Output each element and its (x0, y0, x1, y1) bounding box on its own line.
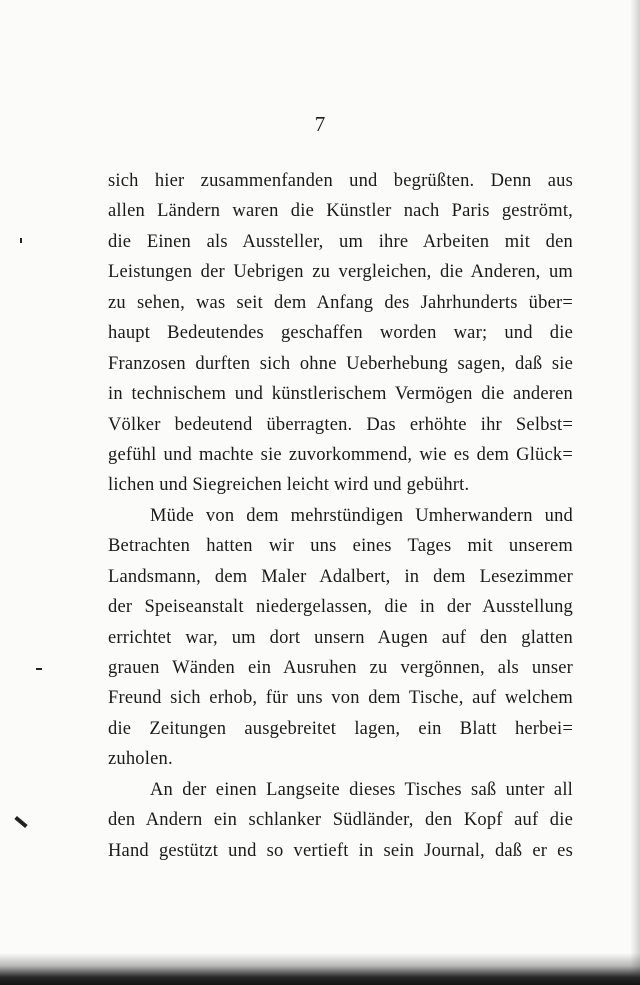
text-line: Völker bedeutend überragten. Das erhöhte ihr Selbst= (108, 414, 573, 435)
scan-speck (14, 816, 27, 828)
text-line: die Zeitungen ausgebreitet lagen, ein Blatt herbei= (108, 718, 573, 739)
text-line: lichen und Siegreichen leicht wird und gebührt. (108, 475, 470, 496)
text-line: haupt Bedeutendes geschaffen worden war; und die (108, 323, 573, 344)
text-line: Franzosen durften sich ohne Ueberhebung sagen, daß sie (108, 353, 573, 374)
text-line: die Einen als Aussteller, um ihre Arbeiten mit den (108, 231, 573, 252)
body-text (108, 166, 573, 866)
paragraph-1 (108, 166, 573, 501)
scan-speck (36, 668, 42, 670)
page-number: 7 (314, 112, 326, 136)
text-line: Leistungen der Uebrigen zu vergleichen, die Anderen, um (108, 262, 573, 283)
paragraph-2 (108, 501, 573, 775)
text-line: der Speiseanstalt niedergelassen, die in der Ausstellung (108, 597, 573, 618)
text-line: grauen Wänden ein Ausruhen zu vergönnen, als unser (108, 658, 573, 678)
text-line: errichtet war, um dort unsern Augen auf den glatten (108, 627, 573, 648)
text-line: Freund sich erhob, für uns von dem Tische, auf welchem (108, 688, 573, 709)
text-line: gefühl und machte sie zuvorkommend, wie es dem Glück= (108, 444, 573, 465)
text-line: Hand gestützt und so vertieft in sein Journal, daß er es (108, 840, 573, 861)
scan-edge-right (630, 0, 640, 985)
text-line: An der einen Langseite dieses Tisches saß unter all (150, 779, 573, 800)
text-line: zu sehen, was seit dem Anfang des Jahrhunderts über= (108, 292, 573, 313)
text-line: Müde von dem mehrstündigen Umherwandern und (150, 505, 573, 526)
text-line: sich hier zusammenfanden und begrüßten. Denn aus (108, 171, 573, 191)
text-line: den Andern ein schlanker Südländer, den Kopf auf die (108, 810, 573, 831)
scan-speck (20, 238, 22, 243)
text-line: Betrachten hatten wir uns eines Tages mit unserem (108, 536, 573, 557)
text-line: in technischem und künstlerischem Vermögen die anderen (108, 384, 573, 405)
text-line: zuholen. (108, 749, 173, 770)
text-line: Landsmann, dem Maler Adalbert, in dem Lesezimmer (108, 566, 573, 587)
text-line: allen Ländern waren die Künstler nach Paris geströmt, (108, 201, 573, 222)
paragraph-3 (108, 775, 573, 866)
scan-edge-bottom (0, 953, 640, 985)
